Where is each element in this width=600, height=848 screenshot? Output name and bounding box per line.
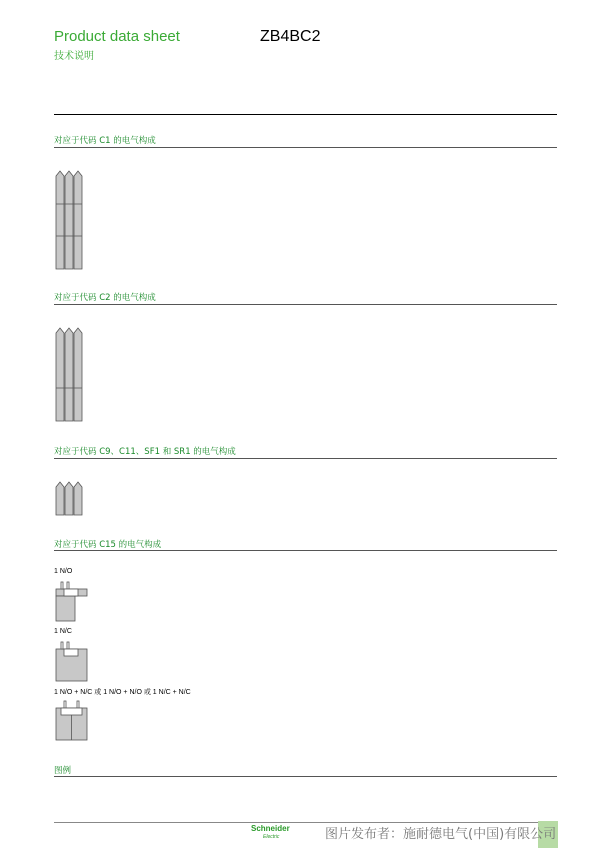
section-divider — [54, 147, 557, 148]
schneider-logo — [251, 825, 290, 841]
section-divider — [54, 776, 557, 777]
logo-main-text: Schneider — [251, 824, 290, 833]
c2-block-diagram — [55, 325, 85, 422]
publisher-watermark: 图片发布者：施耐德电气(中国)有限公司 — [325, 827, 557, 842]
logo-sub-text: Electric — [263, 834, 280, 840]
label-combo: 1 N/O + N/C 或 1 N/O + N/O 或 1 N/C + N/C — [54, 689, 191, 696]
no-contact-diagram — [55, 580, 89, 622]
nc-contact-diagram — [55, 640, 89, 682]
document-subtitle: 技术说明 — [54, 51, 94, 62]
section-divider — [54, 550, 557, 551]
c9-block-diagram — [55, 479, 85, 516]
section-title-c2: 对应于代码 C2 的电气构成 — [54, 293, 156, 303]
section-title-c15: 对应于代码 C15 的电气构成 — [54, 540, 162, 550]
section-divider — [54, 304, 557, 305]
product-reference: ZB4BC2 — [260, 28, 321, 45]
section-title-c9: 对应于代码 C9、C11、SF1 和 SR1 的电气构成 — [54, 447, 236, 457]
label-1-nc: 1 N/C — [54, 628, 72, 635]
label-1-no: 1 N/O — [54, 568, 73, 575]
c1-block-diagram — [55, 168, 85, 270]
combo-contact-diagram — [55, 699, 89, 741]
section-divider — [54, 458, 557, 459]
section-title-legend: 图例 — [54, 766, 72, 776]
header-divider — [54, 114, 557, 115]
section-title-c1: 对应于代码 C1 的电气构成 — [54, 136, 156, 146]
document-title: Product data sheet — [54, 28, 180, 45]
